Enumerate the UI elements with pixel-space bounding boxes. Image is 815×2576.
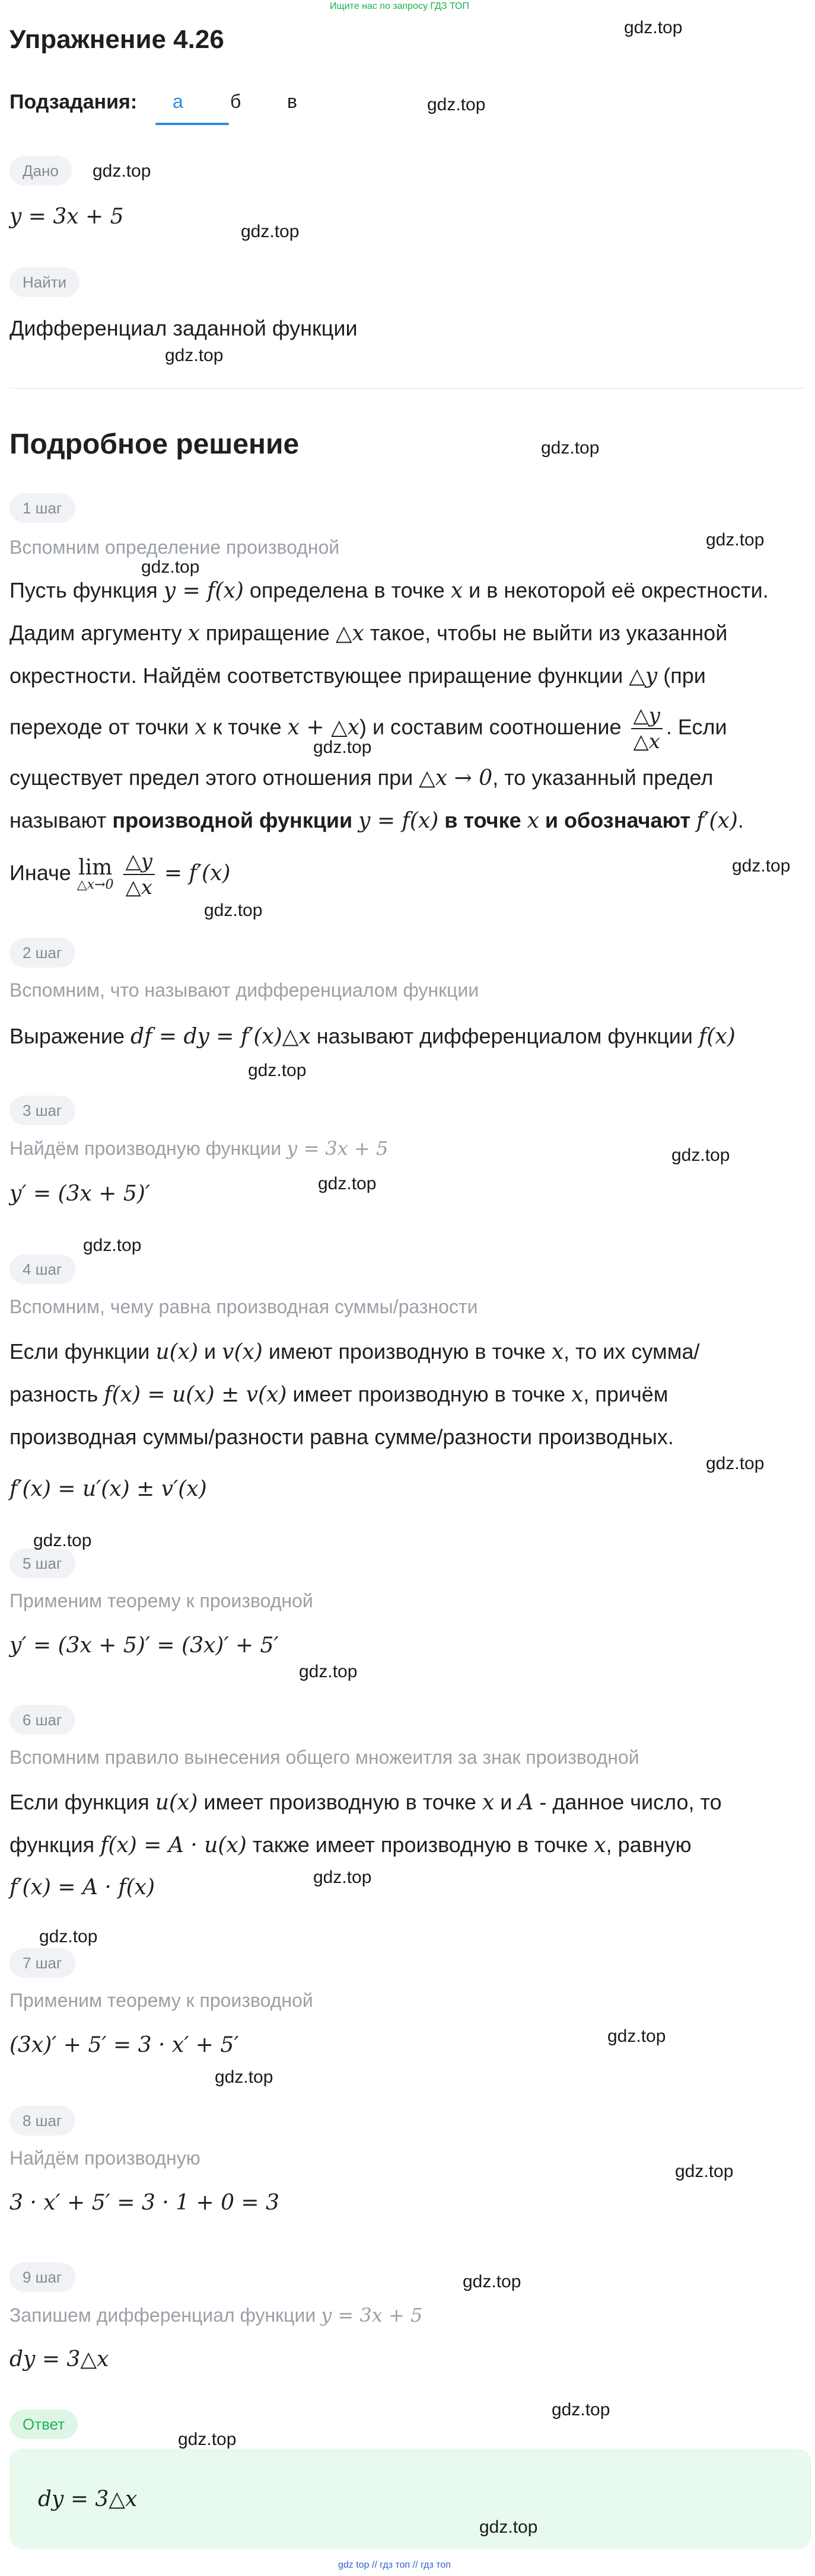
watermark: gdz.top xyxy=(313,738,372,757)
watermark: gdz.top xyxy=(83,1236,142,1255)
top-note: Ищите нас по запросу ГДЗ ТОП xyxy=(330,1,469,11)
find-text: Дифференциал заданной функции xyxy=(9,316,358,340)
step-9-pill: 9 шаг xyxy=(9,2262,75,2292)
step-7-heading: Применим теорему к производной xyxy=(9,1990,313,2011)
tab-v[interactable]: в xyxy=(287,91,297,112)
footer-links[interactable]: gdz top // гдз топ // гдз топ xyxy=(338,2560,451,2570)
watermark: gdz.top xyxy=(215,2067,273,2087)
watermark: gdz.top xyxy=(299,1662,358,1681)
step-6-formula: f′(x) = A · f(x) xyxy=(9,1875,155,1900)
step-4-line-2: разность f(x) = u(x) ± v(x) имеет производную в точке x, причём xyxy=(9,1382,668,1407)
step-5-heading: Применим теорему к производной xyxy=(9,1590,313,1611)
tab-b[interactable]: б xyxy=(230,91,241,112)
watermark: gdz.top xyxy=(706,530,765,550)
step-1-line-7: Иначе lim △x→0 $\frac{\triangle y}{\triangle x}$ = f′(x) xyxy=(9,850,231,899)
step-1-heading: Вспомним определение производной xyxy=(9,537,340,558)
watermark: gdz.top xyxy=(33,1531,92,1550)
step-9-formula: dy = 3△x xyxy=(9,2347,109,2371)
step-9-heading: Запишем дифференциал функции y = 3x + 5 xyxy=(9,2304,423,2326)
step-1-line-6: называют производной функции y = f(x) в точке x и обозначают f′(x). xyxy=(9,808,744,833)
step-2-pill: 2 шаг xyxy=(9,938,75,968)
find-pill: Найти xyxy=(9,267,79,297)
step-1-line-1: Пусть функция y = f(x) определена в точке x и в некоторой её окрестности. xyxy=(9,578,769,603)
step-4-pill: 4 шаг xyxy=(9,1255,75,1284)
watermark: gdz.top xyxy=(313,1868,372,1887)
subtasks-label: Подзадания: xyxy=(9,91,138,113)
step-6-heading: Вспомним правило вынесения общего множеитля за знак производной xyxy=(9,1747,639,1768)
watermark: gdz.top xyxy=(204,901,263,920)
step-6-pill: 6 шаг xyxy=(9,1705,75,1735)
watermark: gdz.top xyxy=(93,161,151,181)
step-8-formula: 3 · x′ + 5′ = 3 · 1 + 0 = 3 xyxy=(9,2191,279,2215)
watermark: gdz.top xyxy=(463,2272,521,2291)
given-pill: Дано xyxy=(9,156,72,186)
watermark: gdz.top xyxy=(178,2430,237,2449)
step-6-line-1: Если функция u(x) имеет производную в точке x и A - данное число, то xyxy=(9,1790,722,1815)
step-1-line-2: Дадим аргументу x приращение △x такое, чтобы не выйти из указанной xyxy=(9,621,728,646)
answer-formula: dy = 3△x xyxy=(38,2487,138,2511)
step-3-pill: 3 шаг xyxy=(9,1096,75,1125)
fraction-limit: $\frac{\triangle y}{\triangle x}$ xyxy=(123,849,155,900)
watermark: gdz.top xyxy=(479,2517,538,2537)
watermark: gdz.top xyxy=(318,1174,377,1193)
watermark: gdz.top xyxy=(165,346,224,365)
given-formula: y = 3x + 5 xyxy=(9,205,124,229)
answer-pill: Ответ xyxy=(9,2409,78,2439)
section-divider xyxy=(9,388,806,389)
watermark: gdz.top xyxy=(241,222,300,241)
step-8-heading: Найдём производную xyxy=(9,2147,200,2169)
step-1-line-4: переходе от точки x к точке x + △x) и составим соотношение $\frac{\triangle y}{\triangle x}$ . Если xyxy=(9,704,727,754)
tab-a[interactable]: а xyxy=(173,91,183,112)
watermark: gdz.top xyxy=(671,1145,730,1165)
step-6-line-2: функция f(x) = A · u(x) также имеет производную в точке x, равную xyxy=(9,1833,692,1857)
step-4-line-3: производная суммы/разности равна сумме/разности производных. xyxy=(9,1425,674,1449)
watermark: gdz.top xyxy=(248,1061,307,1080)
step-1-line-5: существует предел этого отношения при △x → 0, то указанный предел xyxy=(9,765,714,790)
step-7-pill: 7 шаг xyxy=(9,1948,75,1978)
fraction-dy-dx: $\frac{\triangle y}{\triangle x}$ xyxy=(631,703,663,754)
watermark: gdz.top xyxy=(675,2162,734,2181)
watermark: gdz.top xyxy=(541,438,600,458)
watermark: gdz.top xyxy=(427,95,486,114)
watermark: gdz.top xyxy=(39,1927,98,1946)
step-1-pill: 1 шаг xyxy=(9,493,75,523)
step-5-formula: y′ = (3x + 5)′ = (3x)′ + 5′ xyxy=(9,1633,279,1658)
step-4-heading: Вспомним, чему равна производная суммы/разности xyxy=(9,1296,478,1317)
watermark: gdz.top xyxy=(624,18,683,37)
solution-title: Подробное решение xyxy=(9,429,300,460)
step-2-line-1: Выражение df = dy = f′(x)△x называют дифференциалом функции f(x) xyxy=(9,1024,736,1049)
active-tab-indicator xyxy=(155,123,229,125)
step-8-pill: 8 шаг xyxy=(9,2106,75,2136)
watermark: gdz.top xyxy=(706,1454,765,1473)
step-2-heading: Вспомним, что называют дифференциалом функции xyxy=(9,979,479,1001)
step-7-formula: (3x)′ + 5′ = 3 · x′ + 5′ xyxy=(9,2033,239,2057)
step-3-heading: Найдём производную функции y = 3x + 5 xyxy=(9,1137,389,1160)
watermark: gdz.top xyxy=(552,2400,610,2419)
step-3-formula: y′ = (3x + 5)′ xyxy=(9,1182,150,1206)
step-5-pill: 5 шаг xyxy=(9,1549,75,1578)
step-4-formula: f′(x) = u′(x) ± v′(x) xyxy=(9,1477,207,1501)
watermark: gdz.top xyxy=(607,2026,666,2046)
limit-expression: lim △x→0 xyxy=(77,856,114,892)
watermark: gdz.top xyxy=(732,856,791,876)
page-title: Упражнение 4.26 xyxy=(9,25,224,54)
watermark: gdz.top xyxy=(141,557,200,577)
step-4-line-1: Если функции u(x) и v(x) имеют производную в точке x, то их сумма/ xyxy=(9,1339,700,1364)
step-1-line-3: окрестности. Найдём соответствующее приращение функции △y (при xyxy=(9,663,706,688)
